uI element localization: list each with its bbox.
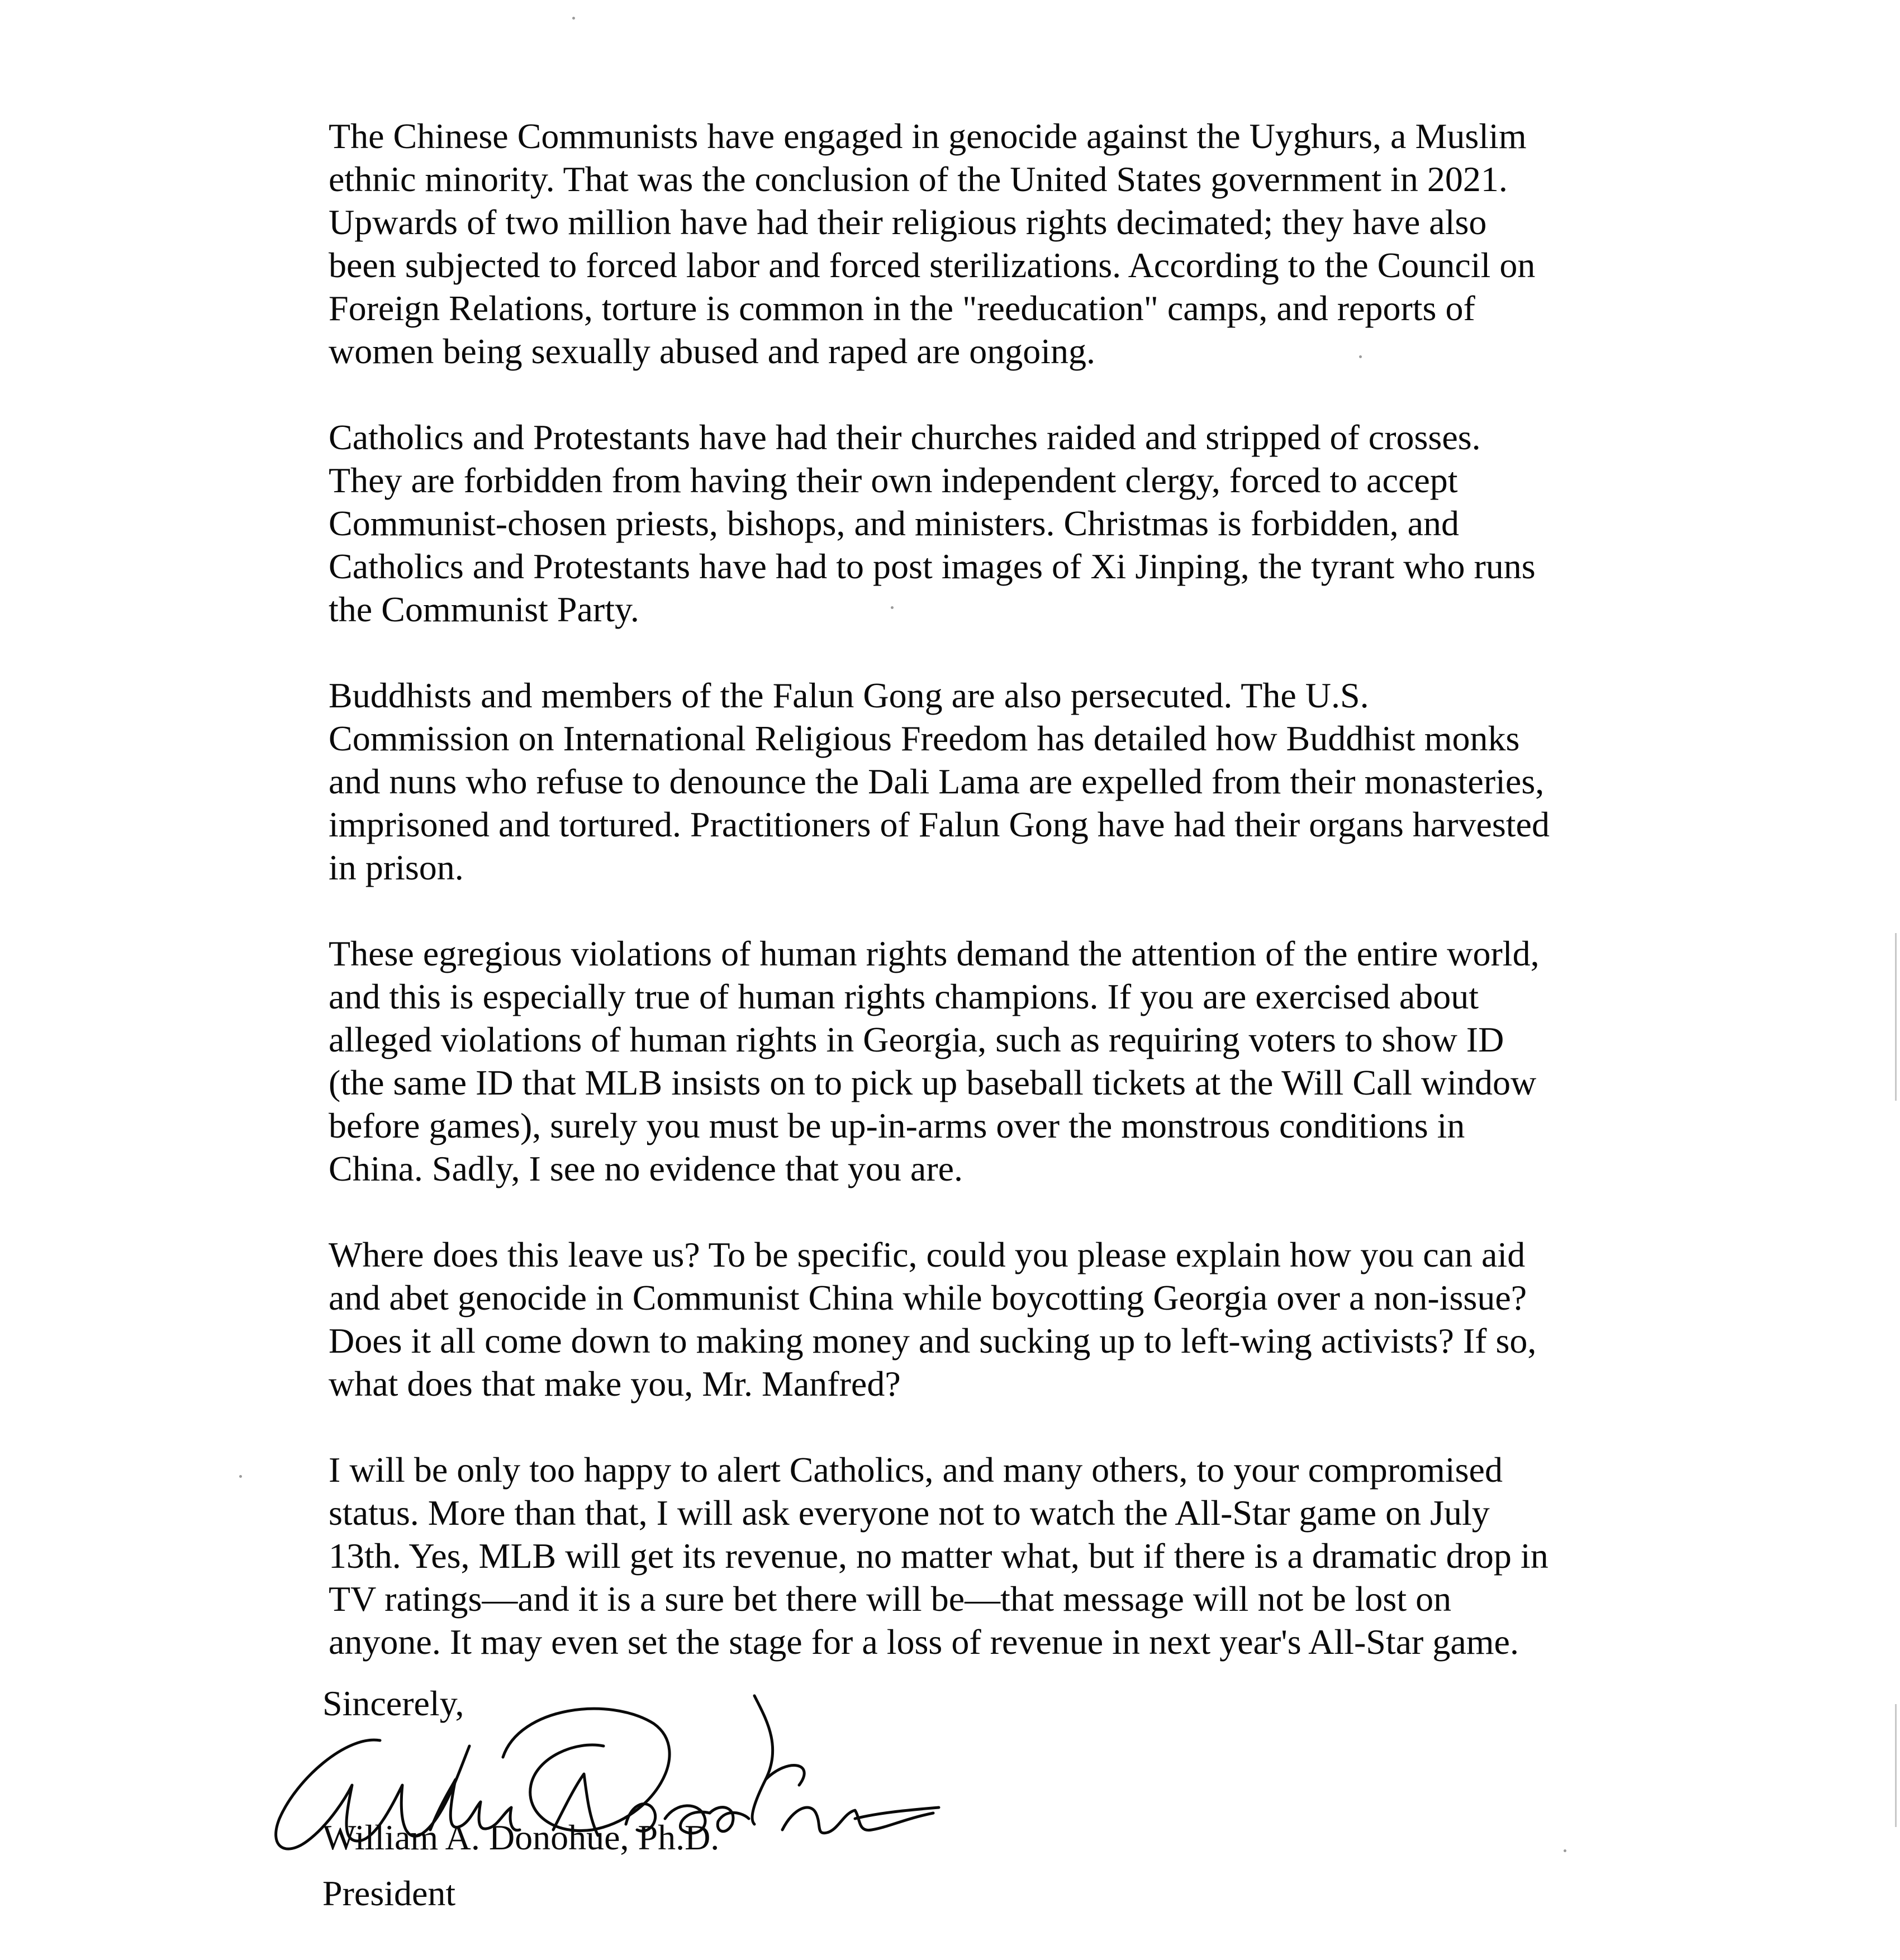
- text-line: China. Sadly, I see no evidence that you are.: [329, 1149, 963, 1188]
- text-line: They are forbidden from having their own independent clergy, forced to accept: [329, 460, 1458, 500]
- text-line: Where does this leave us? To be specific, could you please explain how you can aid: [329, 1235, 1526, 1274]
- text-line: I will be only too happy to alert Catholics, and many others, to your compromised: [329, 1450, 1503, 1490]
- text-line: Commission on International Religious Freedom has detailed how Buddhist monks: [329, 719, 1520, 758]
- text-line: Does it all come down to making money and sucking up to left-wing activists? If so,: [329, 1321, 1537, 1360]
- signer-name: William A. Donohue, Ph.D.: [322, 1818, 720, 1857]
- scan-speck: [1564, 1849, 1566, 1852]
- paragraph-question: [329, 1233, 1631, 1405]
- scan-edge-mark: [1895, 1704, 1897, 1827]
- text-line: before games), surely you must be up-in-arms over the monstrous conditions in: [329, 1106, 1465, 1145]
- text-line: women being sexually abused and raped are ongoing.: [329, 331, 1096, 371]
- text-line: Upwards of two million have had their religious rights decimated; they have also: [329, 202, 1487, 242]
- text-line: been subjected to forced labor and forced sterilizations. According to the Council on: [329, 245, 1536, 285]
- text-line: imprisoned and tortured. Practitioners of Falun Gong have had their organs harvested: [329, 805, 1550, 844]
- text-line: status. More than that, I will ask everyone not to watch the All-Star game on July: [329, 1493, 1490, 1533]
- text-line: TV ratings—and it is a sure bet there will be—that message will not be lost on: [329, 1579, 1452, 1619]
- text-line: anyone. It may even set the stage for a loss of revenue in next year's All-Star game.: [329, 1622, 1519, 1662]
- text-line: and nuns who refuse to denounce the Dali Lama are expelled from their monasteries,: [329, 762, 1545, 801]
- text-line: Communist-chosen priests, bishops, and ministers. Christmas is forbidden, and: [329, 503, 1459, 543]
- paragraph-human-rights: [329, 932, 1631, 1190]
- letter-body: [329, 115, 1631, 1706]
- text-line: in prison.: [329, 848, 464, 887]
- scan-edge-mark: [1895, 933, 1897, 1101]
- text-line: ethnic minority. That was the conclusion of the United States government in 2021.: [329, 159, 1508, 199]
- scan-speck: [1359, 355, 1362, 358]
- text-line: Catholics and Protestants have had their churches raided and stripped of crosses.: [329, 417, 1481, 457]
- text-line: alleged violations of human rights in Georgia, such as requiring voters to show ID: [329, 1020, 1504, 1059]
- scan-speck: [891, 606, 894, 609]
- text-line: 13th. Yes, MLB will get its revenue, no matter what, but if there is a dramatic drop in: [329, 1536, 1548, 1576]
- paragraph-christians: [329, 416, 1631, 631]
- paragraph-buddhists: [329, 674, 1631, 889]
- scan-speck: [239, 1475, 242, 1478]
- text-line: and this is especially true of human rights champions. If you are exercised about: [329, 977, 1479, 1016]
- text-line: what does that make you, Mr. Manfred?: [329, 1364, 901, 1404]
- text-line: (the same ID that MLB insists on to pick up baseball tickets at the Will Call window: [329, 1063, 1537, 1102]
- signer-title: President: [322, 1873, 456, 1913]
- paragraph-uyghurs: [329, 115, 1631, 373]
- text-line: Catholics and Protestants have had to post images of Xi Jinping, the tyrant who runs: [329, 546, 1536, 586]
- text-line: the Communist Party.: [329, 589, 639, 629]
- text-line: The Chinese Communists have engaged in genocide against the Uyghurs, a Muslim: [329, 116, 1527, 156]
- text-line: Buddhists and members of the Falun Gong are also persecuted. The U.S.: [329, 675, 1369, 715]
- text-line: and abet genocide in Communist China while boycotting Georgia over a non-issue?: [329, 1278, 1527, 1317]
- paragraph-boycott: [329, 1448, 1631, 1663]
- closing-salutation: Sincerely,: [322, 1683, 464, 1723]
- text-line: Foreign Relations, torture is common in the "reeducation" camps, and reports of: [329, 288, 1475, 328]
- scan-speck: [572, 17, 575, 20]
- text-line: These egregious violations of human rights demand the attention of the entire world,: [329, 934, 1540, 973]
